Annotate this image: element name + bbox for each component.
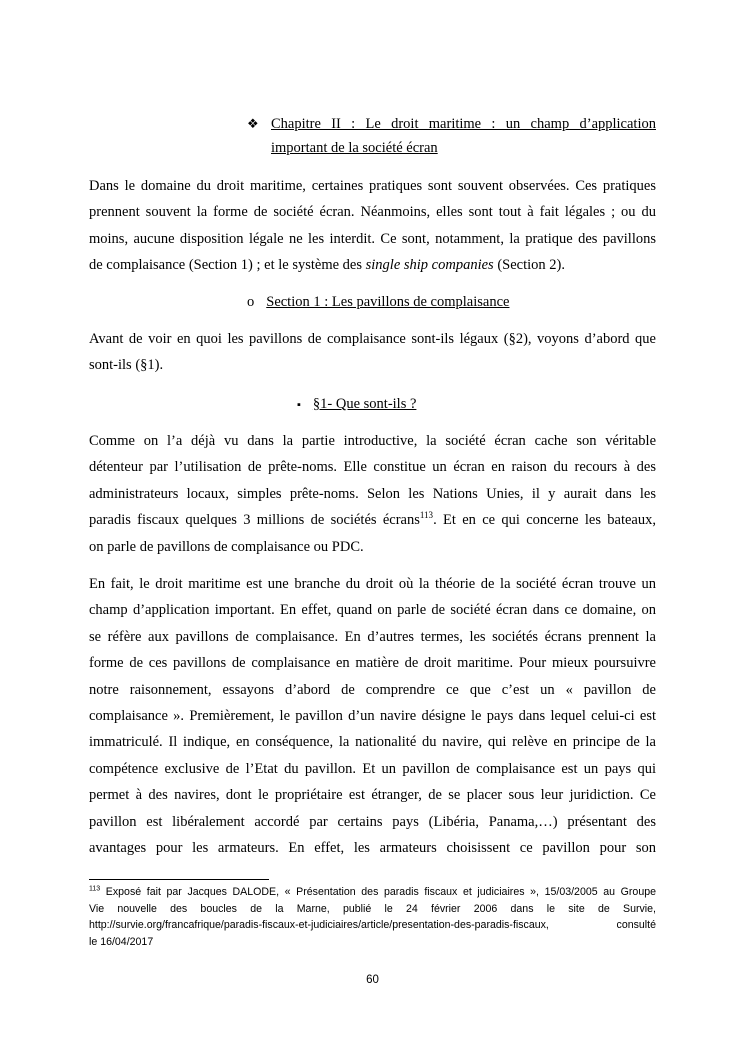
- circle-bullet-icon: o: [247, 294, 255, 310]
- footnote-line: $^{113}$ Exposé fait par Jacques DALODE, « Présentation des paradis fiscaux et judiciaires », 15/03/2005 au Groupe: [89, 885, 656, 898]
- footnote-link-line[interactable]: http://survie.org/francafrique/paradis-fiscaux-et-judiciaires/article/presentation-des-paradis-fiscaux, consulté: [89, 919, 656, 931]
- text-line: Dans le domaine du droit maritime, certaines pratiques sont souvent observées. Ces pratiques: [89, 178, 656, 194]
- footnote-line: Vie nouvelle des boucles de la Marne, publié le 24 février 2006 dans le site de Survie,: [89, 902, 656, 915]
- text-line: se réfère aux pavillons de complaisance. En d’autres termes, les sociétés écrans prennent la: [89, 628, 656, 645]
- footnote-separator: [89, 879, 269, 880]
- text-line: En fait, le droit maritime est une branche du droit où la théorie de la société écran trouve un: [89, 576, 656, 592]
- square-bullet-icon: ▪: [297, 399, 301, 411]
- text-line: compétence exclusive de l’Etat du pavillon. Et un pavillon de complaisance est un pays qui: [89, 760, 656, 777]
- text-line: on parle de pavillons de complaisance ou PDC.: [89, 538, 364, 555]
- text-line: paradis fiscaux quelques 3 millions de sociétés écrans$^{113}$. Et en ce qui concerne les bateaux,: [89, 510, 656, 529]
- chapter-title-line1: Chapitre II : Le droit maritime : un champ d’application: [271, 116, 656, 132]
- diamond-bullet-icon: ❖: [247, 116, 259, 131]
- text-line: notre raisonnement, essayons d’abord de comprendre ce que c’est un « pavillon de: [89, 681, 656, 698]
- avant-paragraph: [89, 326, 656, 379]
- text-line: sont-ils (§1).: [89, 357, 164, 374]
- footnote: [89, 884, 656, 950]
- section-heading: [247, 292, 509, 312]
- text-line: prennent souvent la forme de société écran. Néanmoins, elles sont tout à fait légales ; ou du: [89, 204, 656, 221]
- footnote-line: le 16/04/2017: [89, 935, 154, 948]
- text-line: champ d’application important. En effet, quand on parle de société écran dans ce domaine, on: [89, 602, 656, 619]
- text-line: avantages pour les armateurs. En effet, les armateurs choisissent ce pavillon pour son: [89, 840, 656, 857]
- italic-term: single ship companies: [365, 257, 494, 274]
- text-line: Comme on l’a déjà vu dans la partie introductive, la société écran cache son véritable: [89, 433, 656, 449]
- footnote-reference[interactable]: 113: [419, 510, 434, 521]
- text-line: pavillon est libéralement accordé par certains pays (Libéria, Panama,…) présentant des: [89, 813, 656, 830]
- text-line: détenteur par l’utilisation de prête-noms. Elle constitue un écran en raison du recours à des: [89, 459, 656, 476]
- subsection-heading: [297, 394, 416, 415]
- chapter-title-line2: important de la société écran: [271, 140, 438, 156]
- comme-paragraph: [89, 428, 656, 560]
- page-number: 60: [366, 974, 379, 986]
- text-line: immatriculé. Il indique, en conséquence, la nationalité du navire, qui relève en principe de la: [89, 734, 656, 751]
- text-line: Avant de voir en quoi les pavillons de complaisance sont-ils légaux (§2), voyons d’abord que: [89, 331, 656, 347]
- text-line: de complaisance (Section 1) ; et le système des single ship companies (Section 2).: [89, 257, 565, 274]
- footnote-number: 113: [89, 885, 101, 893]
- intro-paragraph: [89, 173, 656, 279]
- text-line: forme de ces pavillons de complaisance en matière de droit maritime. Pour mieux poursuivre: [89, 655, 656, 672]
- chapter-heading: [247, 112, 656, 160]
- section-title: Section 1 : Les pavillons de complaisance: [266, 294, 510, 310]
- text-line: moins, aucune disposition légale ne les interdit. Ce sont, notamment, la pratique des pavillons: [89, 230, 656, 247]
- text-line: complaisance ». Premièrement, le pavillon d’un navire désigne le pays dans lequel celui-ci est: [89, 708, 656, 725]
- text-line: administrateurs locaux, simples prête-noms. Selon les Nations Unies, il y aurait dans les: [89, 485, 656, 502]
- en-fait-paragraph: [89, 571, 656, 861]
- text-line: permet à des navires, dont le propriétaire est étranger, de se placer sous leur juridiction. Ce: [89, 787, 656, 804]
- subsection-title: §1- Que sont-ils ?: [312, 396, 417, 412]
